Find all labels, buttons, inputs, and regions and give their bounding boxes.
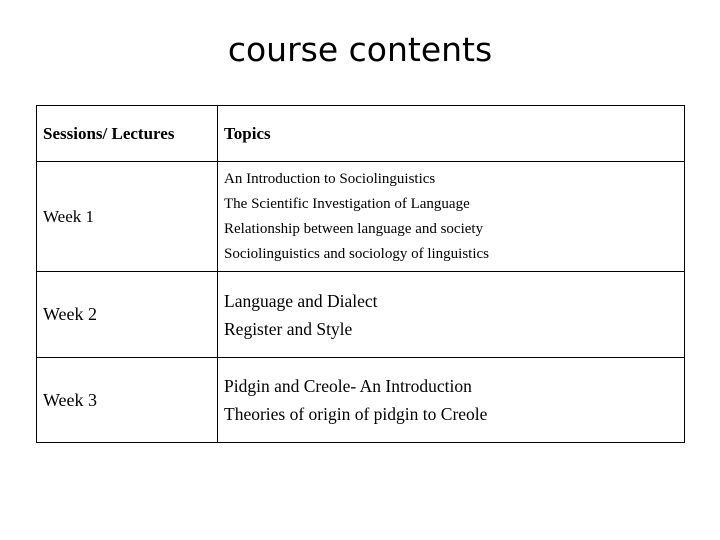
slide-title: course contents (227, 30, 493, 69)
topic-line: Relationship between language and society (224, 220, 484, 237)
topics-cell (218, 162, 685, 272)
session-cell: Week 1 (37, 162, 218, 272)
session-cell: Week 2 (37, 272, 218, 358)
table-row (37, 272, 685, 358)
topic-line: Sociolinguistics and sociology of linguistics (224, 245, 489, 262)
header-topics: Topics (218, 106, 685, 162)
topic-line: Theories of origin of pidgin to Creole (224, 404, 488, 424)
topics-cell (218, 358, 685, 443)
topic-line: Pidgin and Creole- An Introduction (224, 376, 472, 396)
topic-line: Register and Style (224, 318, 353, 339)
session-cell: Week 3 (37, 358, 218, 443)
table-header-row (37, 106, 685, 162)
topic-line: Language and Dialect (224, 290, 378, 311)
table-row (37, 358, 685, 443)
topic-line: The Scientific Investigation of Language (224, 195, 470, 212)
header-sessions: Sessions/ Lectures (37, 106, 218, 162)
table-row (37, 162, 685, 272)
topic-line: An Introduction to Sociolinguistics (224, 170, 436, 187)
course-contents-table (36, 105, 685, 443)
topics-cell (218, 272, 685, 358)
